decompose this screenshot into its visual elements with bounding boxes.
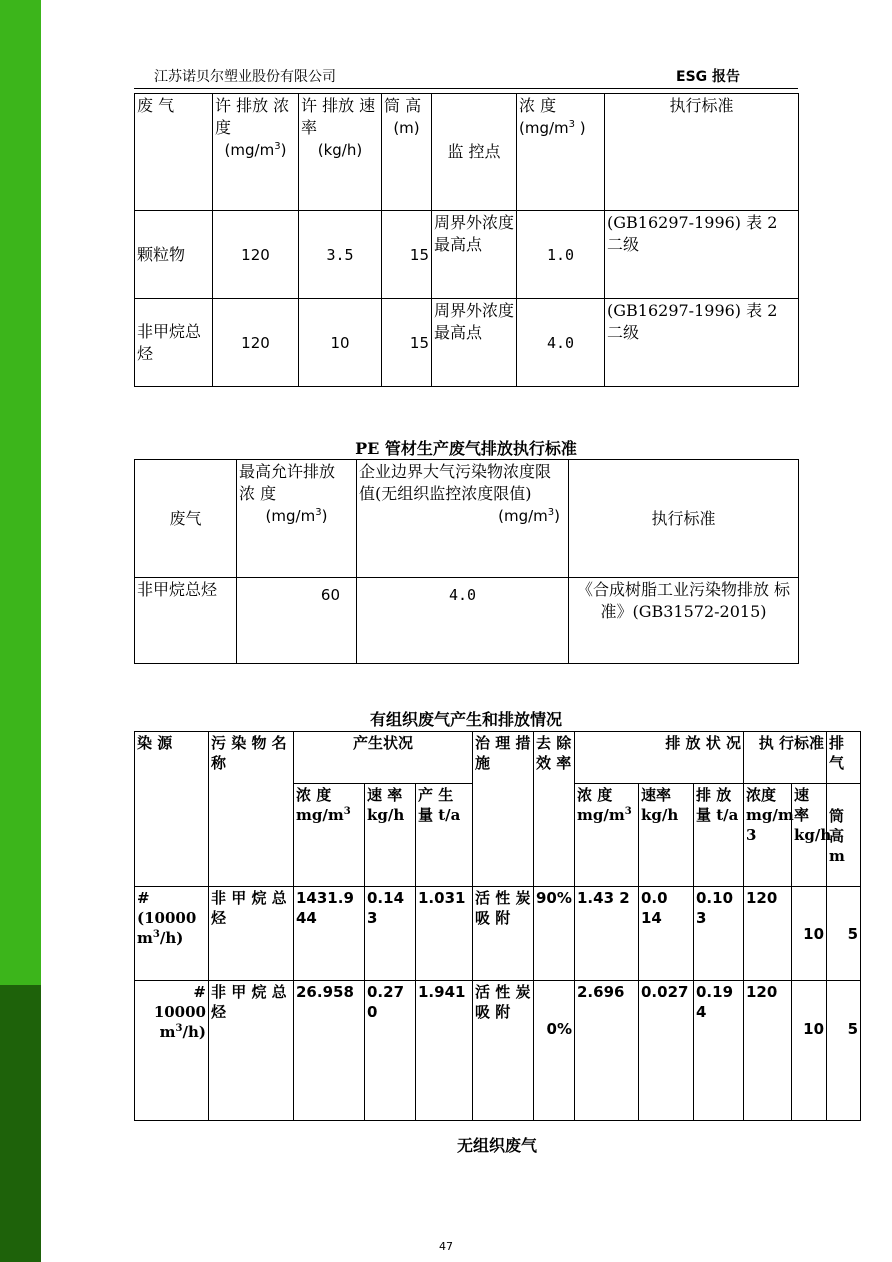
t3-header-standard: 执 行标准 [744, 732, 827, 784]
report-title: ESG 报告 [676, 69, 741, 85]
table-row [135, 578, 799, 664]
t1-cell: 120 [213, 211, 299, 299]
t3-header-stack: 排 气 [827, 732, 861, 784]
t1-unit: (kg/h) [317, 141, 363, 159]
organized-gas-table [134, 731, 861, 1121]
t1-unit: ($mg/m^3$ ) [519, 119, 586, 137]
t3-cell-pollutant: 非 甲 烷 总烃 [209, 981, 294, 1121]
t1-header-text: 许 排放 浓 度 [215, 96, 290, 137]
t3-header-removal: 去 除 效 率 [534, 732, 575, 887]
t1-cell: 4.0 [517, 299, 605, 387]
t3-cell-e-amount: 0.19 4 [694, 981, 744, 1121]
t3-header-e-rate: 速率 kg/h [639, 784, 694, 887]
t3-cell-removal: 0% [534, 981, 575, 1121]
t3-cell-e-amount: 0.10 3 [694, 887, 744, 981]
side-band-dark-green [0, 985, 41, 1262]
t1-header-monitor-conc [517, 94, 605, 211]
t3-cell-conc: 26.958 [294, 981, 365, 1121]
t3-cell-s-rate: 10 [792, 887, 827, 981]
t3-cell-amount: 1.941 [416, 981, 473, 1121]
table-row [135, 981, 861, 1121]
t1-header-rate [299, 94, 382, 211]
t3-cell-e-conc: 2.696 [575, 981, 639, 1121]
pe-emission-standard-table [134, 459, 799, 664]
t3-cell-e-conc: 1.43 2 [575, 887, 639, 981]
t2-header-text: 企业边界大气污染物浓度限 值(无组织监控浓度限值) [359, 462, 552, 503]
t3-header-emission: 排 放 状 况 [575, 732, 744, 784]
t1-header-text: 许 排放 速 率 [301, 96, 376, 137]
t1-cell: 3.5 [299, 211, 382, 299]
t3-header-production: 产生状况 [294, 732, 473, 784]
t3-cell-treatment: 活 性 炭 吸 附 [473, 887, 534, 981]
waste-gas-standard-table [134, 93, 799, 387]
t1-cell: 周界外浓度最高点 [432, 299, 517, 387]
t3-cell-rate: 0.14 3 [365, 887, 416, 981]
t3-cell-height: 5 [827, 981, 861, 1121]
t1-cell: 15 [382, 299, 432, 387]
t3-cell-treatment: 活 性 炭 吸 附 [473, 981, 534, 1121]
t2-header-waste-gas: 废气 [135, 460, 237, 578]
t1-header-conc [213, 94, 299, 211]
t3-header-s-conc: 浓度 mg/m 3 [744, 784, 792, 887]
t3-cell-conc: 1431.9 44 [294, 887, 365, 981]
t3-header-source: 染 源 [135, 732, 209, 887]
t2-header-max-conc [237, 460, 357, 578]
t1-unit: $(mg/m^3)$ [224, 141, 287, 159]
t2-header-text: 最高允许排放 浓 度 [239, 462, 336, 503]
t3-header-e-conc: 浓 度 $mg/m^3$ [575, 784, 639, 887]
table-row [135, 887, 861, 981]
t3-header-rate: 速 率 kg/h [365, 784, 416, 887]
t1-cell: (GB16297-1996) 表 2 二级 [605, 299, 799, 387]
t3-cell-s-conc: 120 [744, 981, 792, 1121]
t1-header-monitor-point [432, 94, 517, 211]
t2-cell: 4.0 [357, 578, 569, 664]
t2-unit: $(mg/m^3)$ [265, 507, 328, 525]
t3-cell-source: # (10000 $m^3/h$) [135, 887, 209, 981]
t1-cell: 周界外浓度最高点 [432, 211, 517, 299]
t3-header-pollutant: 污 染 物 名称 [209, 732, 294, 887]
t1-cell: 颗粒物 [135, 211, 213, 299]
organized-gas-caption: 有组织废气产生和排放情况 [369, 710, 562, 729]
t3-cell-e-rate: 0.0 14 [639, 887, 694, 981]
unorganized-gas-caption: 无组织废气 [456, 1136, 537, 1155]
pe-standard-caption: PE 管材生产废气排放执行标准 [355, 439, 577, 458]
t1-header-height [382, 94, 432, 211]
t3-header-amount: 产 生 量 t/a [416, 784, 473, 887]
t3-cell-amount: 1.031 [416, 887, 473, 981]
t1-cell: 非甲烷总烃 [135, 299, 213, 387]
t3-header-conc: 浓 度 $mg/m^3$ [294, 784, 365, 887]
page-number: 47 [439, 1240, 453, 1253]
t3-cell-pollutant: 非 甲 烷 总烃 [209, 887, 294, 981]
t1-header-text: 浓 度 [519, 96, 557, 115]
t3-cell-rate: 0.27 0 [365, 981, 416, 1121]
t2-cell: 非甲烷总烃 [135, 578, 237, 664]
t3-cell-height: 5 [827, 887, 861, 981]
t1-header-text: 废 气 [137, 96, 175, 115]
t1-unit: (m) [393, 119, 420, 137]
side-band-green [0, 0, 41, 985]
t1-cell: 15 [382, 211, 432, 299]
table-row [135, 211, 799, 299]
t2-cell: 《合成树脂工业污染物排放 标准》(GB31572-2015) [569, 578, 799, 664]
t3-cell-removal: 90% [534, 887, 575, 981]
t1-header-text: 执行标准 [669, 96, 734, 115]
t2-cell: 60 [237, 578, 357, 664]
t3-cell-source: # 10000 $m^3/h$) [135, 981, 209, 1121]
t1-header-text: 筒 高 [384, 96, 422, 115]
t3-header-treatment: 治 理 措 施 [473, 732, 534, 887]
t2-header-standard: 执行标准 [569, 460, 799, 578]
t1-header-waste-gas [135, 94, 213, 211]
t3-header-s-rate: 速 率 kg/h [792, 784, 827, 887]
t1-cell: 10 [299, 299, 382, 387]
t2-header-boundary-limit [357, 460, 569, 578]
t3-header-height: 筒 高 m [827, 784, 861, 887]
t3-cell-s-rate: 10 [792, 981, 827, 1121]
t3-cell-e-rate: 0.027 [639, 981, 694, 1121]
t1-cell: 120 [213, 299, 299, 387]
table-row [135, 299, 799, 387]
t3-header-e-amount: 排 放 量 t/a [694, 784, 744, 887]
t1-header-standard [605, 94, 799, 211]
company-name: 江苏诺贝尔塑业股份有限公司 [154, 69, 336, 85]
t2-unit: $(mg/m^3)$ [498, 507, 560, 525]
t1-cell: (GB16297-1996) 表 2 二级 [605, 211, 799, 299]
t3-cell-s-conc: 120 [744, 887, 792, 981]
t1-cell: 1.0 [517, 211, 605, 299]
t1-header-text: 监 控点 [447, 142, 501, 161]
header-rule [134, 88, 798, 89]
